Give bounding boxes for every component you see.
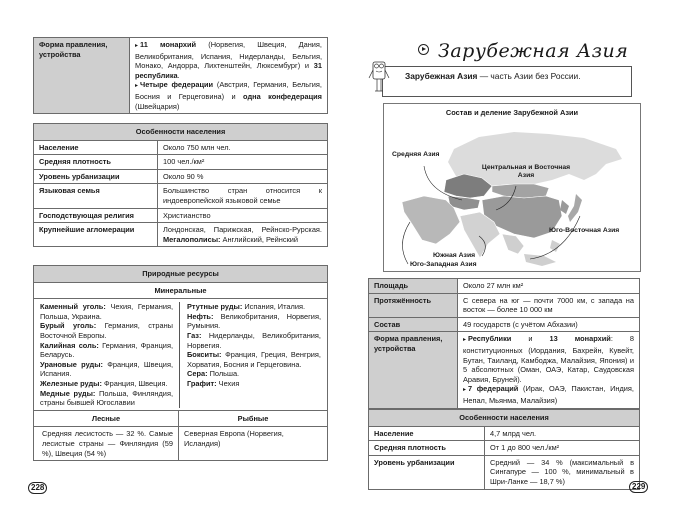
- table-row: [34, 427, 328, 461]
- asia-map-graphic: [384, 104, 642, 273]
- row-label: Форма правления, устройства: [34, 38, 130, 114]
- map-title: Состав и деление Зарубежной Азии: [445, 108, 579, 117]
- row-value: Средний — 34 % (максимальный в Сингапуре — 100 %, минимальный в Шри-Ланке — 18,7 %): [485, 455, 640, 489]
- list-item: Нефть: Великобритания, Норвегия, Румыния.: [187, 311, 321, 331]
- list-item: Сера: Польша.: [187, 369, 240, 379]
- row-value: Около 750 млн чел.: [158, 140, 328, 155]
- list-item: Бурый уголь: Германия, страны Восточной Европы.: [40, 321, 173, 340]
- row-value: Лондонская, Парижская, Рейнско-Рурская. Мегалополисы: Английский, Рейнский: [158, 223, 328, 247]
- table-row: [34, 208, 328, 223]
- row-value: 4,7 млрд чел.: [485, 426, 640, 441]
- row-value: 49 государств (с учётом Абхазии): [458, 317, 640, 332]
- list-item: Железные руды: Франция, Швеция.: [40, 378, 168, 388]
- list-item: Бокситы: Франция, Греция, Венгрия, Хорватия, Босния и Герцеговина.: [187, 350, 321, 369]
- row-label: Господствующая религия: [34, 208, 158, 223]
- table-row: [369, 441, 640, 456]
- table-row: [34, 223, 328, 247]
- row-value: Около 90 %: [158, 169, 328, 184]
- row-label: Средняя плотность: [369, 441, 485, 456]
- table-header: Природные ресурсы: [34, 266, 328, 283]
- fish-value: Северная Европа (Норвегия, Исландия): [179, 427, 328, 461]
- table-row: [369, 455, 640, 489]
- row-label: Крупнейшие агломерации: [34, 223, 158, 247]
- bullet-item: ▸ Четыре федерации (Австрия, Германия, Бельгия, Босния и Герцеговина) и одна конфедерация (Швейцария): [135, 80, 322, 111]
- list-item: Медные руды: Польша, Финляндия, страны бывшей Югославии: [40, 388, 173, 408]
- table-row: [34, 38, 328, 114]
- table-row: [369, 279, 640, 294]
- row-label: Площадь: [369, 279, 458, 294]
- row-label: Языковая семья: [34, 184, 158, 208]
- row-label: Уровень урбанизации: [34, 169, 158, 184]
- row-value: [458, 332, 640, 408]
- table-row: [369, 317, 640, 332]
- bullet-icon: ▸: [135, 83, 139, 90]
- row-label: Состав: [369, 317, 458, 332]
- row-value: С севера на юг — почти 7000 км, с запада на восток — более 10 000 км: [458, 293, 640, 317]
- bullet-item: ▸ 7 федераций (Ирак, ОАЭ, Пакистан, Индия, Непал, Мьянма, Малайзия): [463, 384, 634, 405]
- minerals-row: [34, 299, 328, 411]
- asia-facts-table: [368, 278, 640, 409]
- row-label: Форма правления, устройства: [369, 332, 458, 408]
- bullet-item: ▸ Республики и 13 монархий: 8 конституционных (Иордания, Бахрейн, Кувейт, Бутан, Таиланд, Камбоджа, Малайзия, Япония) и 5 абсолютных (Оман, ОАЭ, Катар, Саудовская Аравия, Бруней).: [463, 334, 634, 384]
- list-item: Калийная соль: Германия, Франция, Беларусь.: [40, 340, 173, 360]
- minerals-cell: [34, 299, 328, 411]
- minerals-left: [40, 302, 180, 408]
- table-row: [34, 169, 328, 184]
- table-header: Особенности населения: [369, 410, 640, 427]
- table-row: [34, 184, 328, 208]
- europe-government-table: [33, 37, 328, 114]
- play-icon: [418, 44, 429, 55]
- row-value: Христианство: [158, 208, 328, 223]
- forest-value: Средняя лесистость — 32 %. Самые лесистые страны — Финляндия (59 %), Швеция (54 %): [34, 427, 179, 461]
- row-label: Население: [369, 426, 485, 441]
- table-header: Особенности населения: [34, 124, 328, 141]
- map-label-central-asia: Средняя Азия: [392, 151, 440, 158]
- definition-callout: Зарубежная Азия — часть Азии без России.: [382, 66, 632, 97]
- mascot-icon: [368, 58, 390, 96]
- minerals-right: [180, 302, 321, 408]
- map-label-south-asia: Южная Азия: [433, 252, 476, 259]
- list-item: Каменный уголь: Чехия, Германия, Польша, Украина.: [40, 302, 174, 321]
- row-value: От 1 до 800 чел./км²: [485, 441, 640, 456]
- table-row: [369, 332, 640, 408]
- row-value: Большинство стран относится к индоевропейской языковой семье: [158, 184, 328, 208]
- bullet-icon: ▸: [463, 337, 467, 344]
- europe-population-table: [33, 123, 328, 247]
- table-row: [34, 155, 328, 170]
- list-item: Ртутные руды: Испания, Италия.: [187, 302, 306, 312]
- page-number: 229: [629, 481, 648, 493]
- row-label: Протяжённость: [369, 293, 458, 317]
- page-number: 228: [28, 482, 47, 494]
- row-value: Около 27 млн км²: [458, 279, 640, 294]
- row-label: Население: [34, 140, 158, 155]
- list-item: Графит: Чехия: [187, 378, 240, 388]
- fish-header: Рыбные: [179, 410, 328, 427]
- page-title: Зарубежная Азия: [438, 40, 629, 62]
- map-label-east-asia: Центральная и Восточная Азия: [481, 164, 571, 179]
- row-label: Средняя плотность: [34, 155, 158, 170]
- table-row: [369, 426, 640, 441]
- bullet-icon: ▸: [135, 43, 139, 49]
- map-label-southwest-asia: Юго-Западная Азия: [410, 261, 477, 268]
- table-row: [369, 293, 640, 317]
- row-label: Уровень урбанизации: [369, 455, 485, 489]
- minerals-columns: [40, 302, 321, 408]
- forest-header: Лесные: [34, 410, 179, 427]
- asia-population-table: [368, 409, 640, 490]
- europe-resources-table: [33, 265, 328, 461]
- bullet-icon: ▸: [463, 387, 467, 394]
- list-item: Газ: Нидерланды, Великобритания, Норвегия.: [187, 330, 321, 350]
- table-subheader: Минеральные: [34, 282, 328, 299]
- row-value: [130, 38, 328, 114]
- asia-map: [383, 103, 641, 272]
- bullet-item: ▸ 11 монархий (Норвегия, Швеция, Дания, Великобритания, Испания, Нидерланды, Бельгия, Монако, Андорра, Лихтенштейн, Люксембург) и 31 республика.: [135, 40, 322, 80]
- row-value: 100 чел./км²: [158, 155, 328, 170]
- list-item: Урановые руды: Франция, Швеция, Испания.: [40, 359, 173, 379]
- map-label-southeast-asia: Юго-Восточная Азия: [549, 227, 620, 234]
- table-row: [34, 140, 328, 155]
